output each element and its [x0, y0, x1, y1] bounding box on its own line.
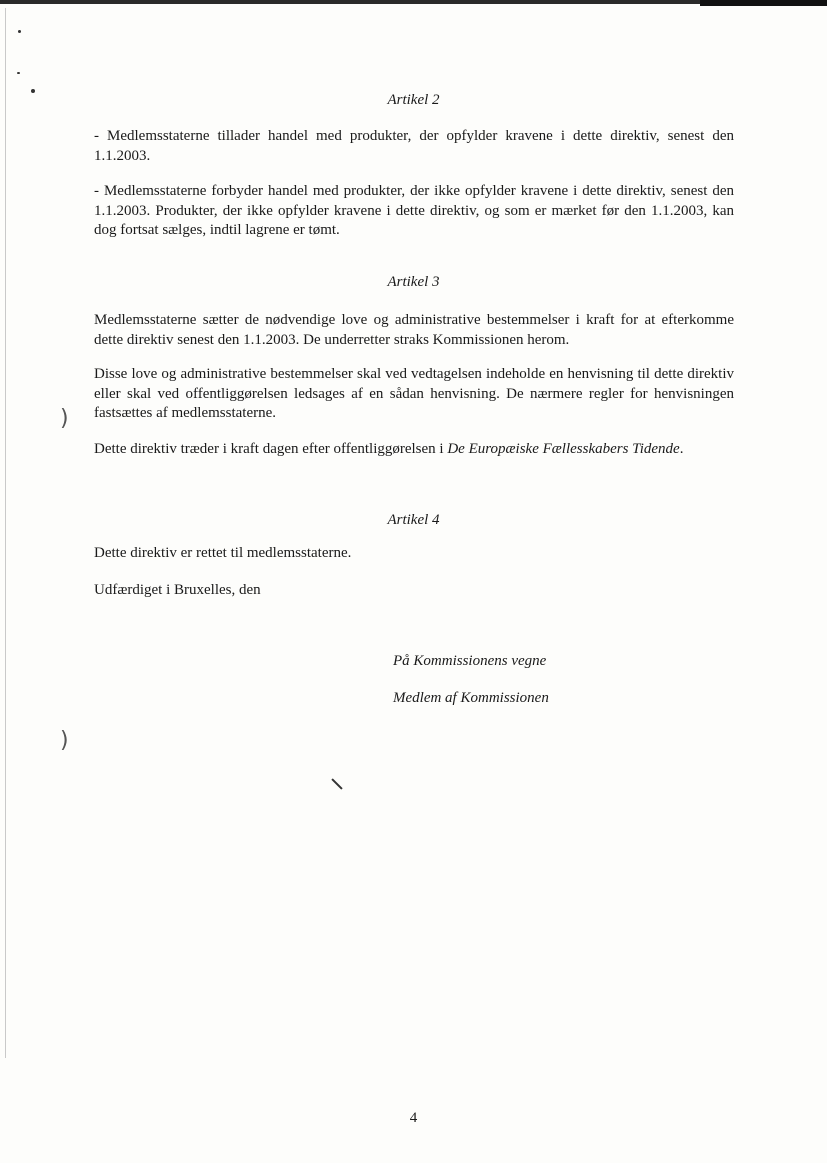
signature-line-1: På Kommissionens vegne — [393, 653, 547, 669]
scan-top-border-dark — [700, 0, 827, 6]
article-3-paragraph-3 — [94, 440, 734, 460]
article-3-paragraph-3-text: Dette direktiv træder i kraft dagen efter offentliggørelsen i — [94, 441, 448, 457]
page-number: 4 — [409, 1110, 418, 1126]
article-3-heading: Artikel 3 — [387, 274, 440, 290]
article-2-heading: Artikel 2 — [387, 92, 440, 108]
article-3-paragraph-3-end: . — [679, 441, 684, 457]
article-4-paragraph-1: Dette direktiv er rettet til medlemsstaterne. — [94, 545, 352, 561]
scan-left-edge — [5, 8, 6, 1058]
pen-mark — [331, 778, 342, 789]
article-3-paragraph-1: Medlemsstaterne sætter de nødvendige love og administrative bestemmelser i kraft for at efterkomme dette direktiv senest den 1.1.2003. De underretter straks Kommissionen herom. — [94, 312, 734, 348]
article-2-paragraph-1: - Medlemsstaterne tillader handel med produkter, der opfylder kravene i dette direktiv, senest den 1.1.2003. — [94, 128, 734, 164]
article-2-paragraph-2: - Medlemsstaterne forbyder handel med produkter, der ikke opfylder kravene i dette direktiv, senest den 1.1.2003. Produkter, der ikke opfylder kravene i dette direktiv, og som er mærket før den 1.1.2003, kan dog fortsat sælges, indtil lagrene er tømt. — [94, 183, 734, 238]
scan-speck — [17, 72, 20, 74]
punch-hole-mark: ) — [60, 406, 69, 431]
article-3-paragraph-2: Disse love og administrative bestemmelser skal ved vedtagelsen indeholde en henvisning til dette direktiv eller skal ved offentliggørelsen ledsages af en sådan henvisning. De nærmere regler for henvisningen fastsættes af medlemsstaterne. — [94, 366, 734, 421]
publication-name: De Europæiske Fællesskabers Tidende — [447, 441, 680, 457]
closing-line: Udfærdiget i Bruxelles, den — [94, 582, 261, 598]
article-4-heading: Artikel 4 — [387, 512, 440, 528]
signature-line-2: Medlem af Kommissionen — [393, 690, 549, 706]
scan-speck — [18, 30, 21, 33]
punch-hole-mark: ) — [60, 728, 69, 753]
